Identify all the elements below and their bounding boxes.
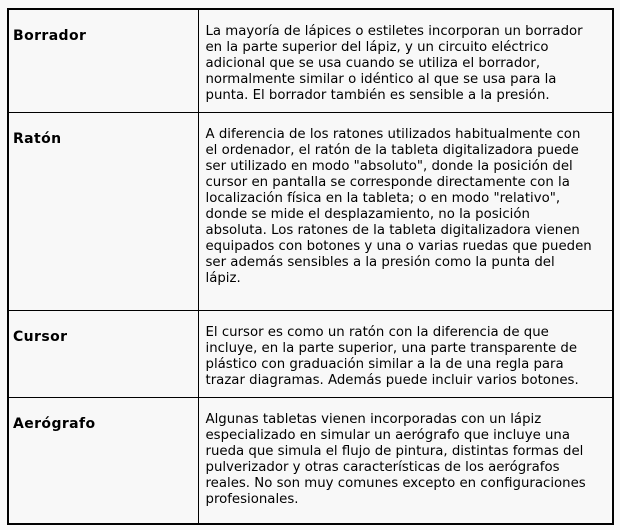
description-cell: [198, 398, 613, 524]
term-label: Ratón: [13, 131, 62, 147]
description-cell: [198, 311, 613, 398]
term-label: Aerógrafo: [13, 416, 96, 432]
table-row: [8, 9, 613, 113]
term-cell: [8, 9, 198, 113]
description-text: A diferencia de los ratones utilizados habitualmente con el ordenador, el ratón de la tableta digitalizadora puede ser utilizado en modo "absoluto", donde la posición del cursor en pantalla se corresponde directamente con la localización física en la tableta; o en modo "relativo", donde se mide el desplazamiento, no la posición absoluta. Los ratones de la tableta digitalizadora vienen equipados con botones y una o varias ruedas que pueden ser además sensibles a la presión como la punta del lápiz.: [205, 127, 592, 286]
term-cell: [8, 113, 198, 311]
term-label: Cursor: [13, 329, 68, 345]
description-text: La mayoría de lápices o estiletes incorporan un borrador en la parte superior del lápiz, y un circuito eléctrico adicional que se usa cuando se utiliza el borrador, normalmente similar o idéntico al que se usa para la punta. El borrador también es sensible a la presión.: [205, 24, 583, 103]
term-label: Borrador: [13, 28, 87, 44]
description-text: Algunas tabletas vienen incorporadas con un lápiz especializado en simular un aerógrafo que incluye una rueda que simula el flujo de pintura, distintas formas del pulverizador y otras características de los aerógrafos reales. No son muy comunes excepto en configuraciones profesionales.: [205, 412, 586, 507]
table-row: [8, 113, 613, 311]
term-cell: [8, 311, 198, 398]
term-cell: [8, 398, 198, 524]
table-row: [8, 398, 613, 524]
description-cell: [198, 9, 613, 113]
description-text: El cursor es como un ratón con la diferencia de que incluye, en la parte superior, una parte transparente de plástico con graduación similar a la de una regla para trazar diagramas. Además puede incluir varios botones.: [205, 325, 579, 388]
description-cell: [198, 113, 613, 311]
glossary-table: [7, 8, 614, 525]
table-row: [8, 311, 613, 398]
